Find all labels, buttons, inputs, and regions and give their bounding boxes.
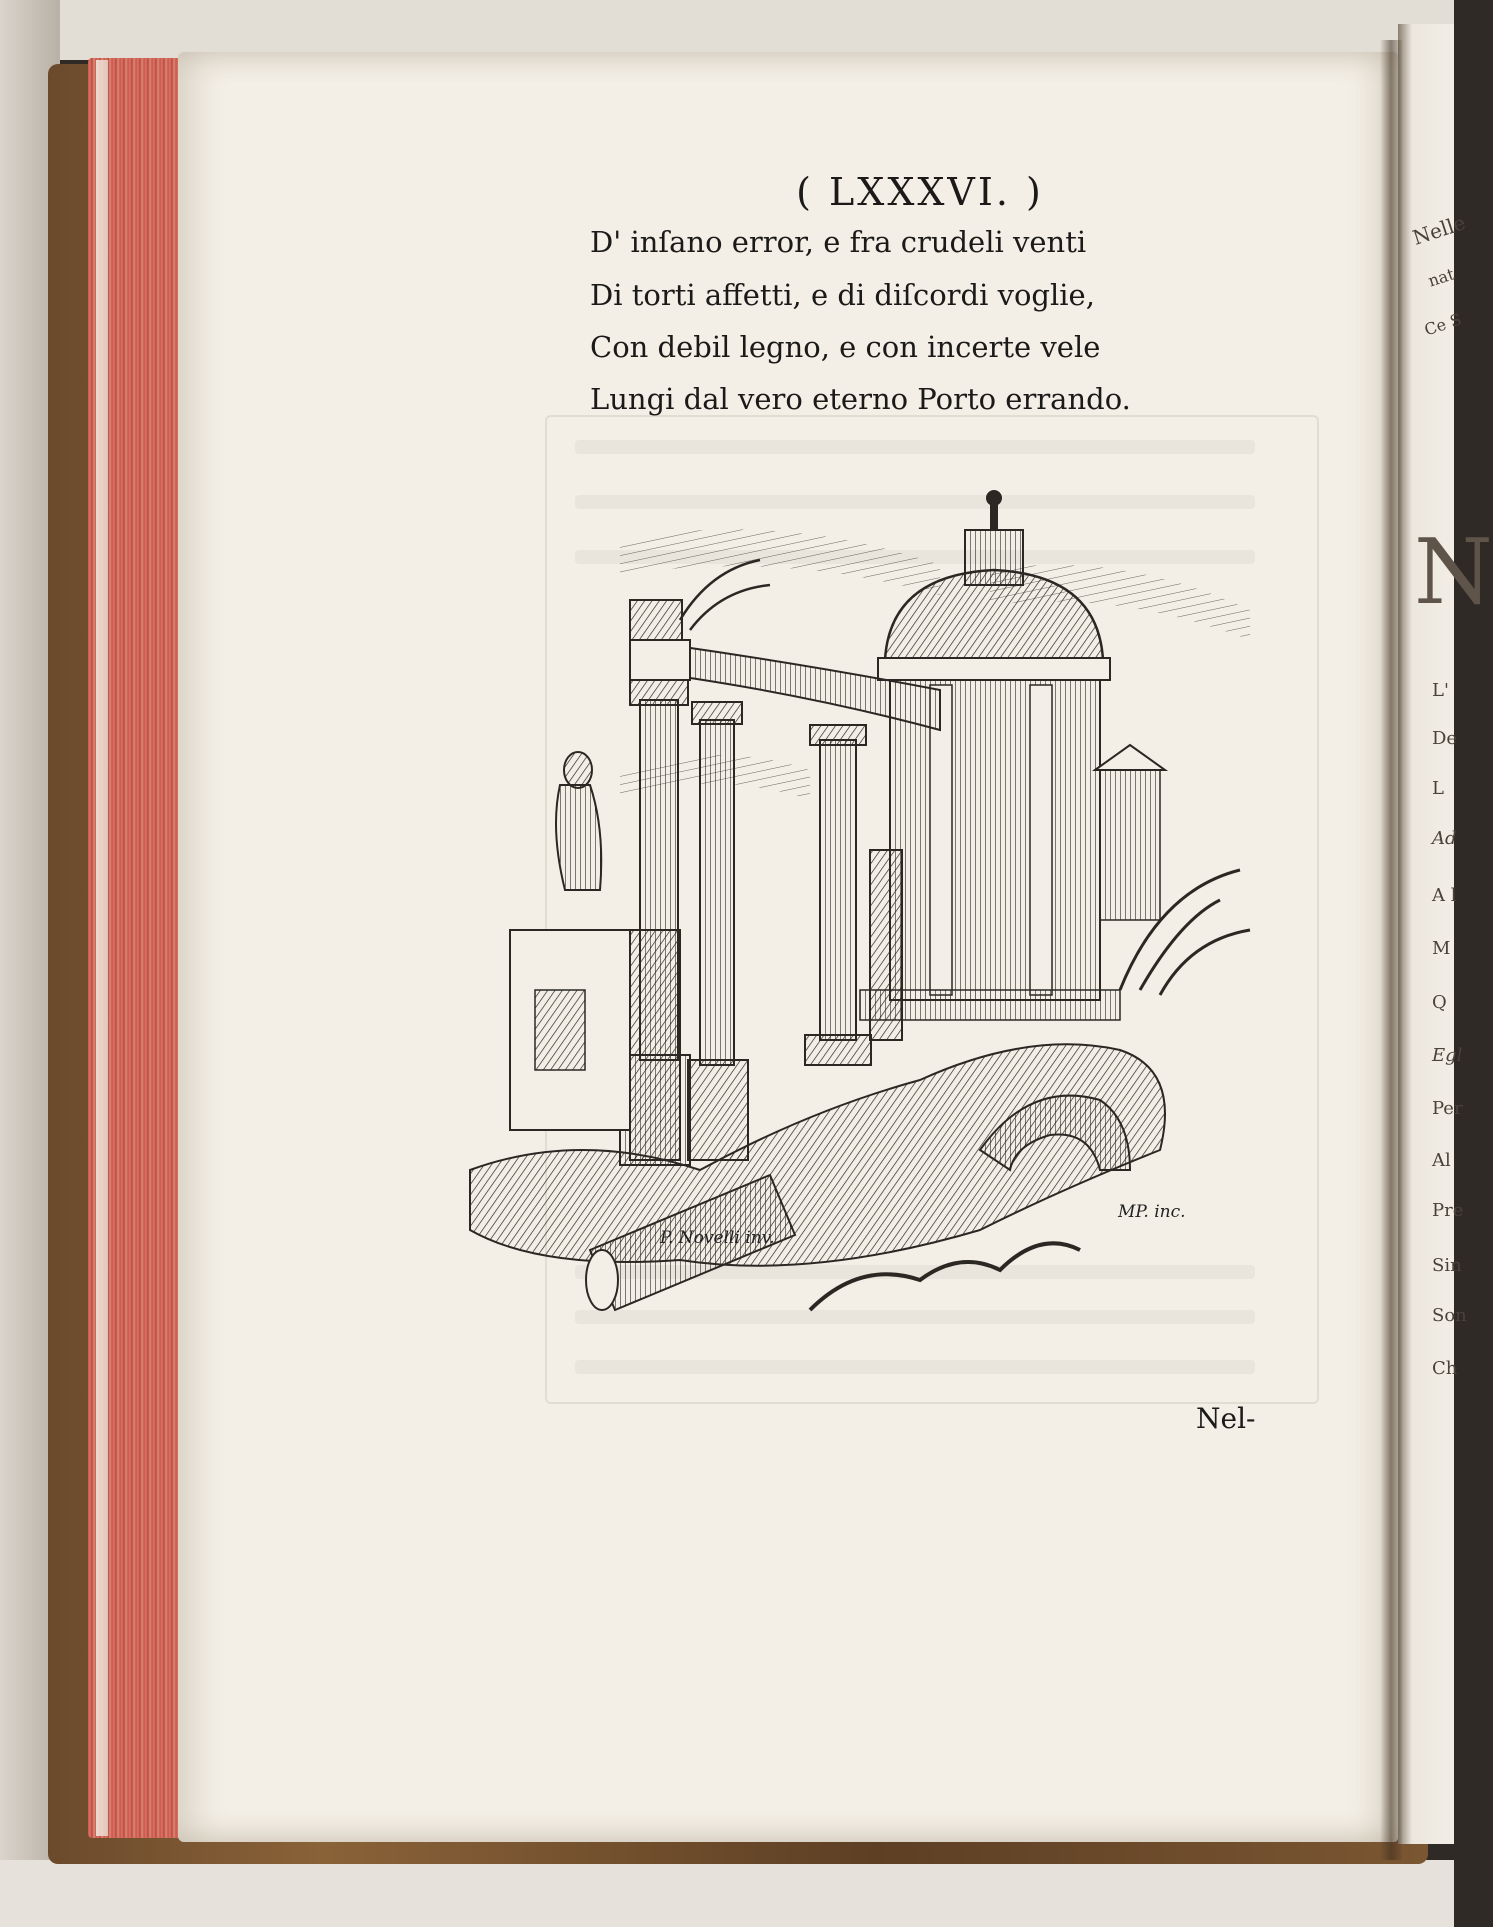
background-top	[0, 0, 1454, 60]
foliage-top	[680, 560, 770, 630]
facing-text: Ch	[1432, 1358, 1458, 1379]
facing-text: M	[1432, 938, 1451, 959]
facing-text: Son	[1432, 1305, 1467, 1326]
facing-text: Q	[1432, 992, 1447, 1013]
engraving-signature-left: P. Novelli inv.	[660, 1228, 775, 1248]
facing-text: Egl	[1432, 1045, 1463, 1066]
engraving-signature-right: MP. inc.	[1118, 1202, 1186, 1222]
bleed-through-line	[575, 1360, 1255, 1374]
verse-line-3: Con debil legno, e con incerte vele	[590, 330, 1101, 364]
catchword: Nel-	[1196, 1402, 1256, 1435]
facing-text: Sin	[1432, 1255, 1462, 1276]
verse-line-1: D' inſano error, e fra crudeli venti	[590, 225, 1087, 259]
verse-line-2: Di torti affetti, e di diſcordi voglie,	[590, 278, 1095, 312]
verse-line-4: Lungi dal vero eterno Porto errando.	[590, 382, 1131, 416]
facing-text: A l	[1432, 885, 1457, 906]
facing-text: Per	[1432, 1098, 1463, 1119]
bleed-through-line	[575, 1310, 1255, 1324]
facing-text: L	[1432, 778, 1444, 799]
facing-text: Pre	[1432, 1200, 1464, 1221]
facing-text: L'	[1432, 680, 1449, 701]
facing-text: Nelle	[1409, 210, 1469, 250]
engraving-illustration	[560, 470, 1260, 1310]
facing-page	[1398, 24, 1457, 1844]
page-heading: ( LXXXVI. )	[796, 170, 1044, 214]
bleed-through-line	[575, 440, 1255, 454]
page-edges-light	[96, 60, 108, 1836]
facing-text: Al	[1432, 1150, 1451, 1171]
facing-text: De	[1432, 728, 1458, 749]
facing-text: Ad	[1432, 828, 1457, 849]
facing-initial: N	[1414, 520, 1493, 625]
facing-text: Ce S	[1421, 309, 1464, 340]
facing-text: nat	[1425, 264, 1457, 291]
book-gutter	[1380, 40, 1402, 1860]
background-bottom	[0, 1860, 1454, 1927]
